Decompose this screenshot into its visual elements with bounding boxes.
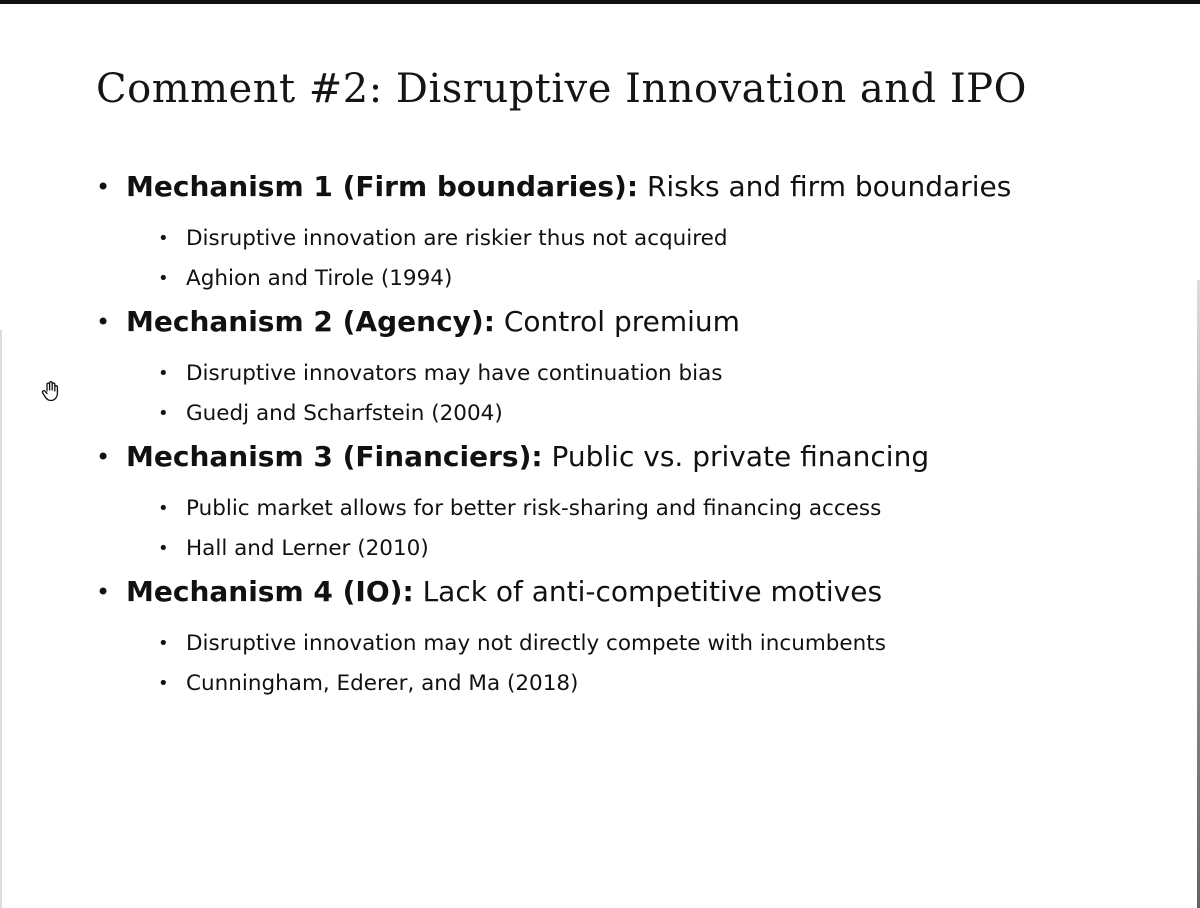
mechanism-line [96,297,1166,347]
sub-list [96,225,1166,292]
mechanism-item [96,567,1166,697]
mechanism-heading: Mechanism 3 (Financiers): [126,440,543,473]
sub-list [96,360,1166,427]
mechanism-line [96,162,1166,212]
sub-list [96,630,1166,697]
sub-item: • Disruptive innovators may have continuation bias [96,360,1166,387]
reference-item: • Guedj and Scharfstein (2004) [96,400,1166,427]
scan-edge-left [0,330,2,908]
reference-item: • Cunningham, Ederer, and Ma (2018) [96,670,1166,697]
mechanism-text: Public vs. private financing [551,440,930,473]
mechanism-heading: Mechanism 4 (IO): [126,575,414,608]
reference-item: • Hall and Lerner (2010) [96,535,1166,562]
sub-item: • Disruptive innovation may not directly compete with incumbents [96,630,1166,657]
mechanism-heading: Mechanism 1 (Firm boundaries): [126,170,639,203]
sub-item: • Public market allows for better risk-sharing and financing access [96,495,1166,522]
mechanism-text: Control premium [503,305,740,338]
mechanism-list [96,162,1166,702]
mechanism-item [96,432,1166,562]
mechanism-line [96,567,1166,617]
mechanism-heading: Mechanism 2 (Agency): [126,305,495,338]
mechanism-line [96,432,1166,482]
sub-list [96,495,1166,562]
hand-pointer-icon [40,380,60,402]
mechanism-text: Lack of anti-competitive motives [422,575,883,608]
slide-title: Comment #2: Disruptive Innovation and IPO [96,66,1027,112]
sub-item: • Disruptive innovation are riskier thus not acquired [96,225,1166,252]
mechanism-item [96,297,1166,427]
top-border [0,0,1200,4]
mechanism-item [96,162,1166,292]
reference-item: • Aghion and Tirole (1994) [96,265,1166,292]
mechanism-text: Risks and firm boundaries [646,170,1012,203]
